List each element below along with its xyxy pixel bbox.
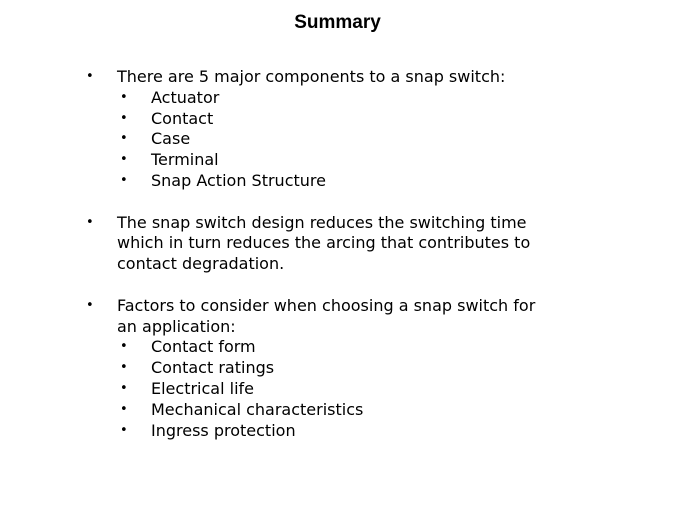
sub-list-item [0,171,675,192]
sub-bullet-dot-icon: • [120,152,128,168]
sub-list-item [0,109,675,130]
sub-list-factors [0,337,675,441]
sub-list-components [0,88,675,192]
sub-item-text: Ingress protection [151,420,296,440]
sub-bullet-dot-icon: • [120,110,128,126]
bullet-dot-icon: • [86,297,94,313]
sub-list-item [0,337,675,358]
bullet-design [0,213,675,275]
sub-bullet-dot-icon: • [120,401,128,417]
sub-item-text: Electrical life [151,378,254,398]
sub-item-text: Case [151,129,191,149]
bullet-text: Factors to consider when choosing a snap switch for an application: [117,295,536,336]
bullet-dot-icon: • [86,214,94,230]
page-title: Summary [294,12,381,33]
sub-list-item [0,421,675,442]
sub-list-item [0,400,675,421]
sub-bullet-dot-icon: • [120,131,128,147]
sub-item-text: Snap Action Structure [151,170,326,190]
bullet-text: There are 5 major components to a snap switch: [117,67,506,86]
sub-list-item [0,150,675,171]
sub-list-item [0,88,675,109]
sub-item-text: Contact [151,108,214,128]
sub-item-text: Contact ratings [151,358,275,378]
summary-content [0,67,675,462]
sub-list-item [0,358,675,379]
bullet-components [0,67,675,192]
sub-bullet-dot-icon: • [120,89,128,105]
sub-bullet-dot-icon: • [120,422,128,438]
sub-item-text: Actuator [151,87,220,107]
sub-bullet-dot-icon: • [120,380,128,396]
bullet-factors [0,296,675,442]
sub-item-text: Terminal [151,150,219,170]
sub-bullet-dot-icon: • [120,360,128,376]
sub-bullet-dot-icon: • [120,339,128,355]
sub-bullet-dot-icon: • [120,172,128,188]
bullet-text: The snap switch design reduces the switching time which in turn reduces the arcing that contributes to contact degradation. [117,212,531,274]
sub-list-item [0,379,675,400]
bullet-dot-icon: • [86,69,94,84]
sub-list-item [0,129,675,150]
sub-item-text: Contact form [151,337,256,357]
sub-item-text: Mechanical characteristics [151,399,364,419]
